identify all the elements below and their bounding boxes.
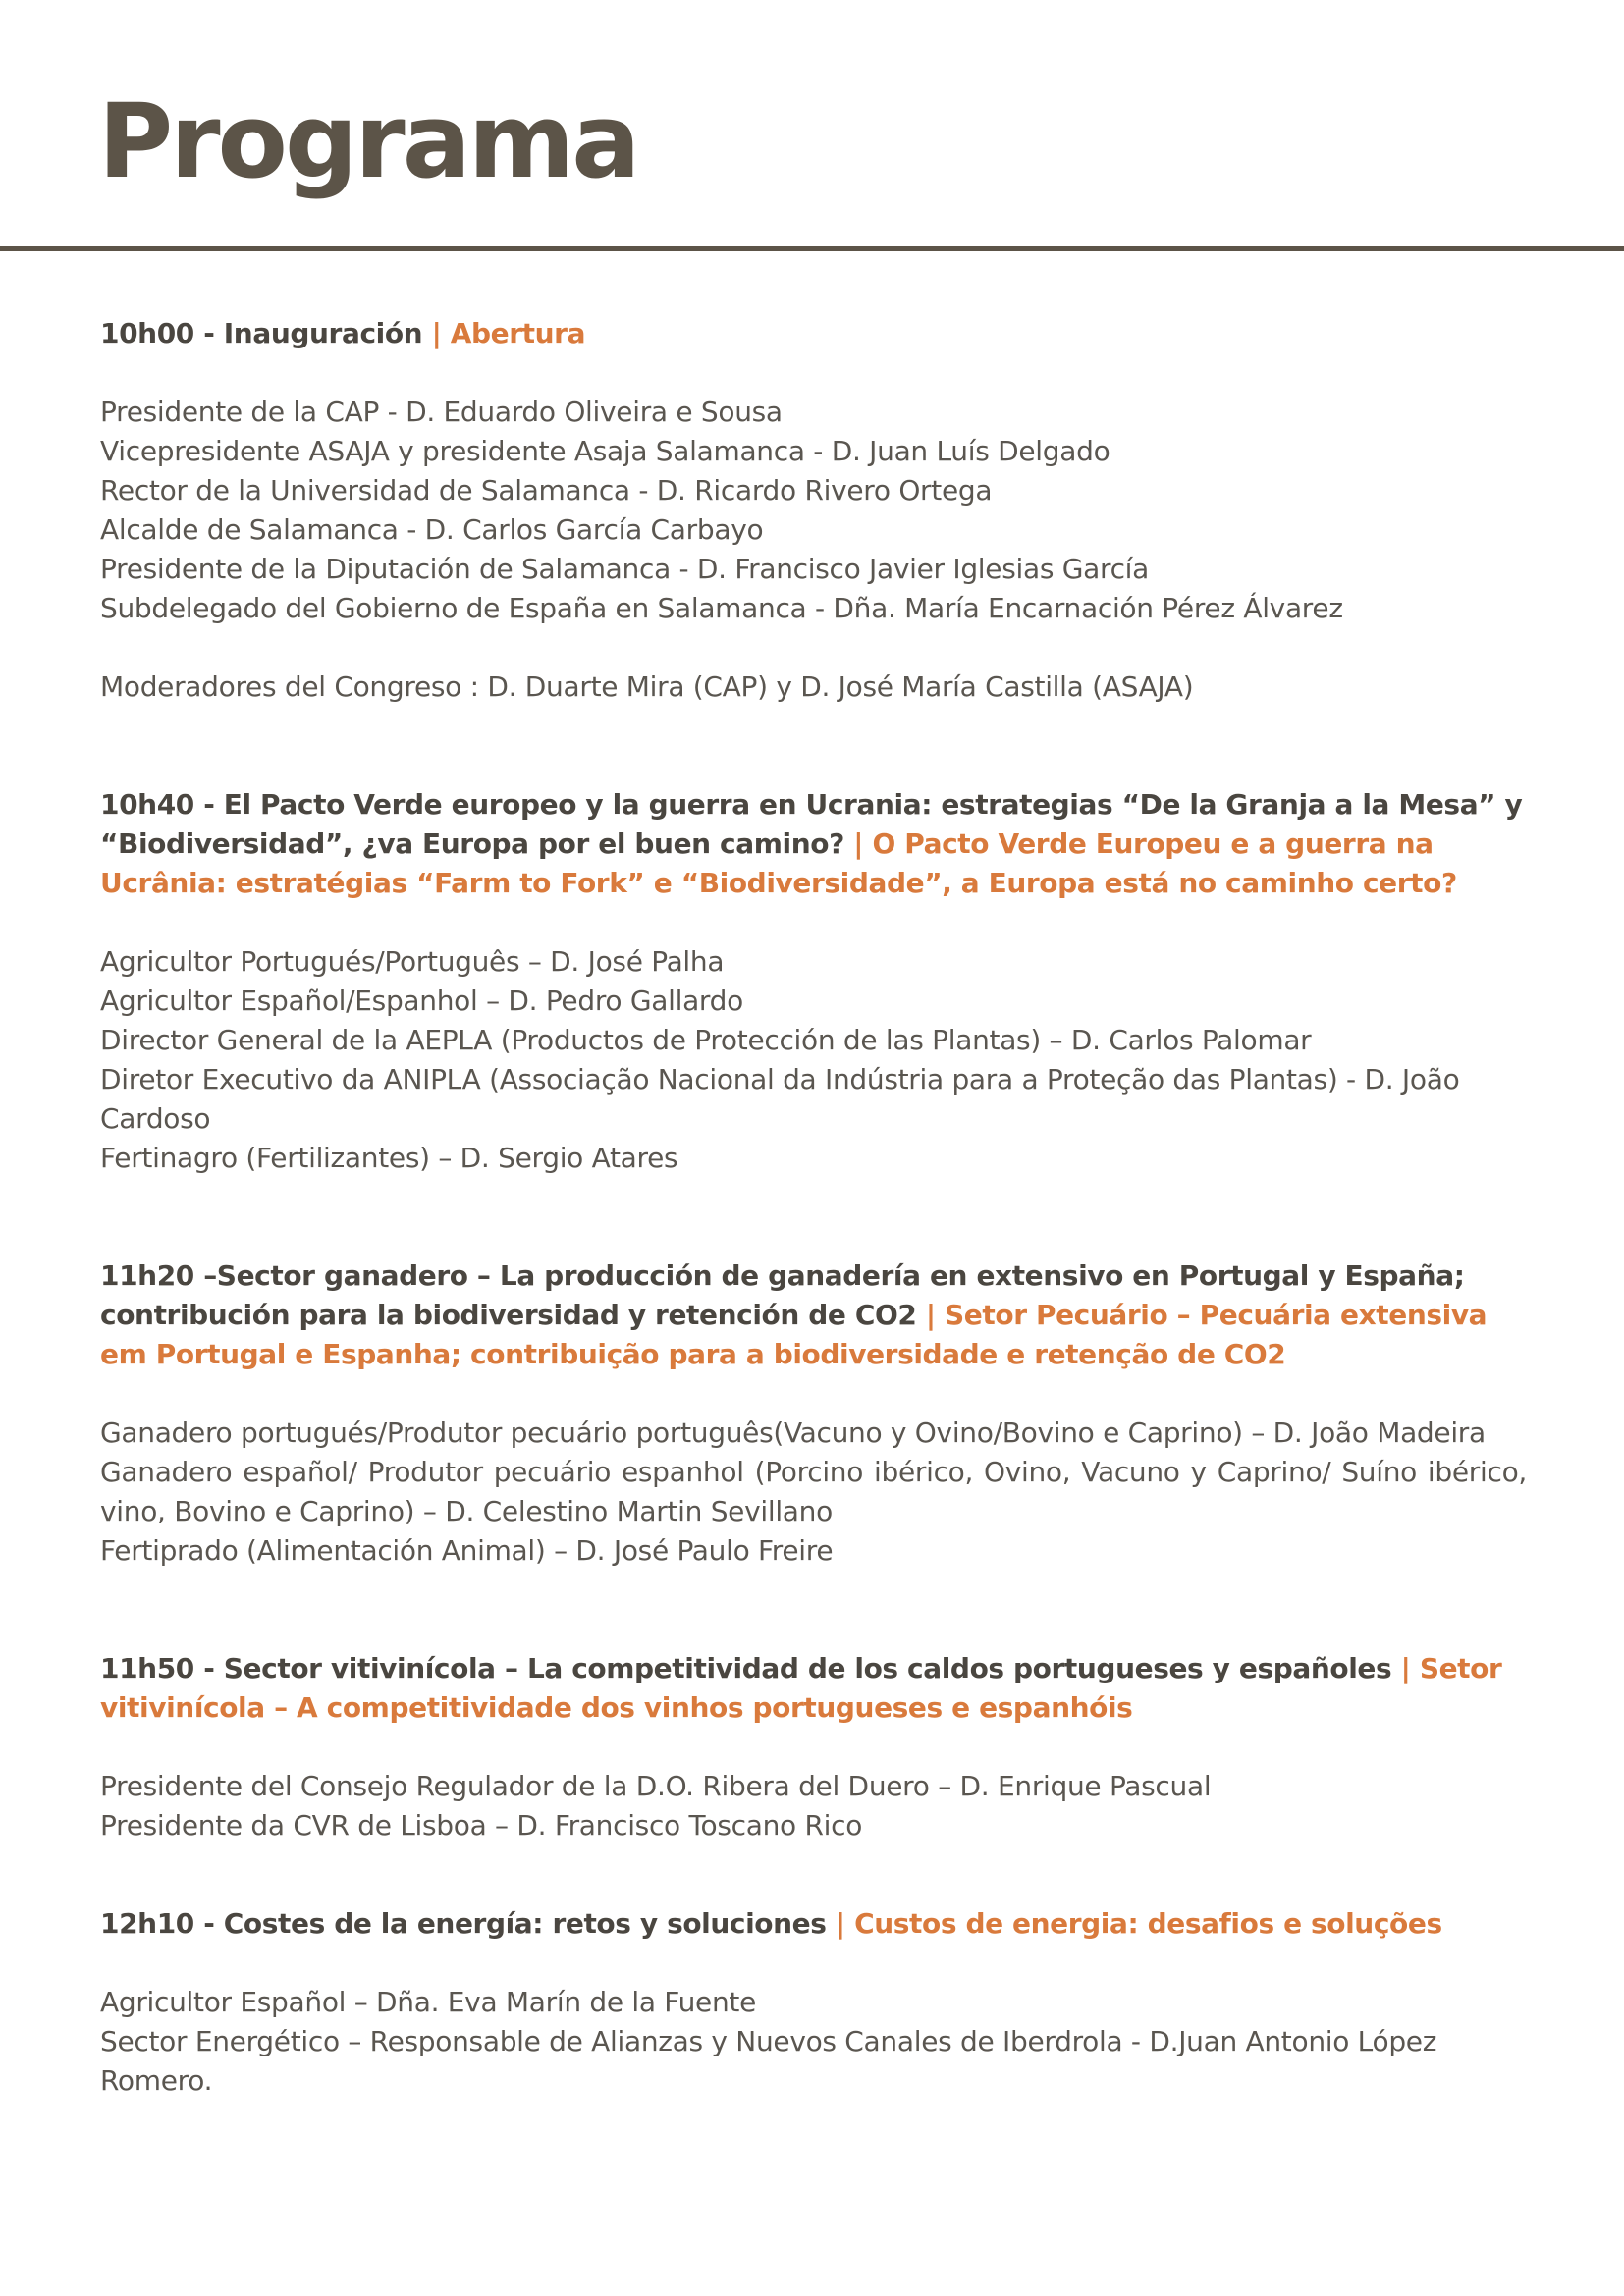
speaker-item: Rector de la Universidad de Salamanca - D. Ricardo Rivero Ortega (100, 474, 993, 507)
speaker-item: Agricultor Español/Espanhol – D. Pedro Gallardo (100, 985, 743, 1017)
speaker-item: Diretor Executivo da ANIPLA (Associação Nacional da Indústria para a Proteção das Plantas) - D. João Cardoso (100, 1063, 1460, 1135)
speaker-item: Agricultor Español – Dña. Eva Marín de la Fuente (100, 1986, 757, 2018)
session-separator: | (916, 1299, 946, 1331)
speaker-item: Alcalde de Salamanca - D. Carlos García Carbayo (100, 513, 764, 546)
speaker-item: Director General de la AEPLA (Productos de Protección de las Plantas) – D. Carlos Palomar (100, 1024, 1312, 1056)
session-title-es: 10h00 - Inauguración (100, 317, 423, 349)
session-pacto-verde (100, 785, 1527, 1178)
speaker-item: Ganadero español/ Produtor pecuário espanhol (Porcino ibérico, Ovino, Vacuno y Caprino/ Suíno ibérico, vino, Bovino e Caprino) – D. Celestino Martin Sevillano (100, 1456, 1527, 1527)
speaker-item: Presidente de la CAP - D. Eduardo Oliveira e Sousa (100, 396, 783, 428)
speaker-list (100, 1767, 1527, 1845)
page-title: Programa (98, 81, 638, 201)
speaker-list (100, 1414, 1527, 1571)
session-title-es: 10h40 - El Pacto Verde europeo y la guerra en Ucrania: estrategias “De la Granja a la Mesa” y “Biodiversidad”, ¿va Europa por el buen camino? (100, 788, 1523, 860)
speaker-item: Presidente del Consejo Regulador de la D.O. Ribera del Duero – D. Enrique Pascual (100, 1770, 1212, 1802)
session-inauguracion (100, 314, 1527, 707)
speaker-item: Subdelegado del Gobierno de España en Salamanca - Dña. María Encarnación Pérez Álvarez (100, 592, 1343, 624)
session-heading (100, 314, 1527, 353)
speaker-item: Fertiprado (Alimentación Animal) – D. José Paulo Freire (100, 1534, 834, 1567)
session-separator: | (422, 317, 451, 349)
program-content (100, 314, 1527, 2101)
session-title-pt: Setor vitivinícola – A competitividade dos vinhos portugueses e espanhóis (100, 1652, 1502, 1724)
session-heading (100, 1649, 1527, 1728)
session-title-es: 11h20 –Sector ganadero – La producción de ganadería en extensivo en Portugal y España; contribución para la biodiversidad y retención de CO2 (100, 1259, 1465, 1331)
speaker-list (100, 393, 1527, 628)
session-title-pt: O Pacto Verde Europeu e a guerra na Ucrânia: estratégias “Farm to Fork” e “Biodiversidade”, a Europa está no caminho certo? (100, 828, 1457, 899)
speaker-list (100, 1983, 1527, 2101)
speaker-item: Ganadero portugués/Produtor pecuário português(Vacuno y Ovino/Bovino e Caprino) – D. João Madeira (100, 1416, 1486, 1449)
speaker-list (100, 942, 1527, 1178)
moderators-line: Moderadores del Congreso : D. Duarte Mira (CAP) y D. José María Castilla (ASAJA) (100, 670, 1194, 703)
session-title-pt: Setor Pecuário – Pecuária extensiva em Portugal e Espanha; contribuição para a biodiversidade e retenção de CO2 (100, 1299, 1488, 1370)
session-sector-ganadero (100, 1256, 1527, 1571)
moderators-list (100, 667, 1527, 707)
session-title-es: 11h50 - Sector vitivinícola – La competitividad de los caldos portugueses y españoles (100, 1652, 1392, 1684)
speaker-item: Agricultor Portugués/Português – D. José Palha (100, 945, 725, 978)
title-divider (0, 246, 1624, 251)
speaker-item: Presidente da CVR de Lisboa – D. Francisco Toscano Rico (100, 1809, 863, 1842)
session-title-es: 12h10 - Costes de la energía: retos y soluciones (100, 1907, 827, 1940)
session-separator: | (826, 1907, 855, 1940)
session-title-pt: Abertura (450, 317, 586, 349)
session-heading (100, 1256, 1527, 1374)
session-heading (100, 785, 1527, 903)
session-title-pt: Custos de energia: desafios e soluções (854, 1907, 1442, 1940)
session-separator: | (1391, 1652, 1420, 1684)
speaker-item: Vicepresidente ASAJA y presidente Asaja Salamanca - D. Juan Luís Delgado (100, 435, 1110, 467)
session-costes-energia (100, 1904, 1527, 2101)
speaker-item: Presidente de la Diputación de Salamanca - D. Francisco Javier Iglesias García (100, 553, 1149, 585)
speaker-item: Fertinagro (Fertilizantes) – D. Sergio Atares (100, 1142, 678, 1174)
speaker-item: Sector Energético – Responsable de Alianzas y Nuevos Canales de Iberdrola - D.Juan Antonio López Romero. (100, 2025, 1437, 2097)
session-heading (100, 1904, 1527, 1944)
session-separator: | (843, 828, 873, 860)
session-sector-vitivinicola (100, 1649, 1527, 1845)
